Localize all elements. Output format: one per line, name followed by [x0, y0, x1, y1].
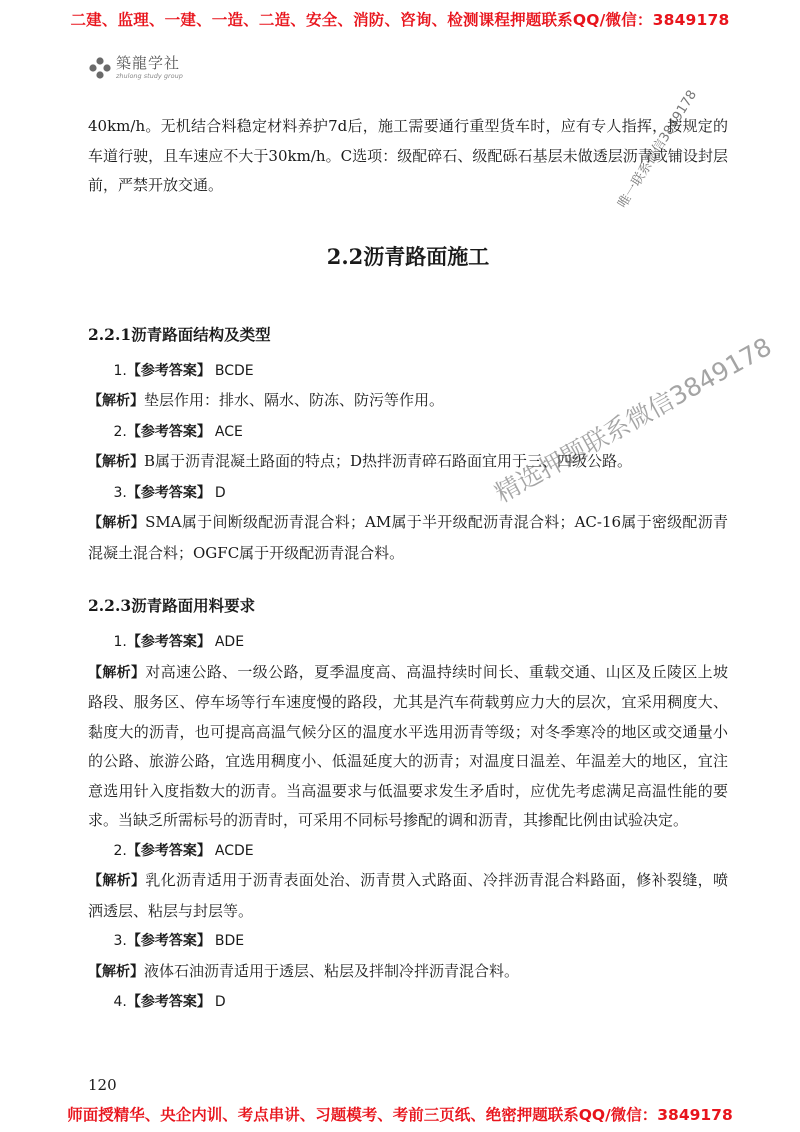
corner-watermark: 唯一联系微信3849178 [615, 87, 701, 211]
top-contact-banner: 二建、监理、一建、一造、二造、安全、消防、咨询、检测课程押题联系QQ/微信：3849178 [70, 11, 730, 29]
answer-line: 2.【参考答案】 ACE [113, 423, 243, 440]
page-content [88, 112, 728, 1018]
logo-name: 築龍学社 [116, 54, 181, 73]
logo-subtitle: zhulong study group [116, 72, 183, 81]
answer-line: 1.【参考答案】 ADE [113, 634, 245, 650]
explanation: 【解析】对高速公路、一级公路，夏季温度高、高温持续时间长、重载交通、山区及丘陵区上坡路段、服务区、停车场等行车速度慢的路段，尤其是汽车荷载剪应力大的层次，宜采用稠度大、黏度大的沥青，也可提高高温气候分区的温度水平选用沥青等级；对冬季寒冷的地区或交通量小的公路、旅游公路，宜选用稠度小、低温延度大的沥青；对温度日温差、年温差大的地区，宜注意选用针入度指数大的沥青。当高温要求与低温要求发生矛盾时，应优先考虑满足高温性能的要求。当缺乏所需标号的沥青时，可采用不同标号掺配的调和沥青，其掺配比例由试验决定。 [88, 662, 728, 829]
intro-paragraph: 40km/h。无机结合料稳定材料养护7d后，施工需要通行重型货车时，应有专人指挥，按规定的车道行驶，且车速应不大于30km/h。C选项：级配碎石、级配砾石基层未做透层沥青或铺设封层前，严禁开放交通。 [88, 117, 728, 194]
answer-line: 3.【参考答案】 D [113, 484, 226, 501]
diagonal-watermark: 精选押题联系微信3849178 [489, 331, 777, 509]
explanation: 【解析】垫层作用：排水、隔水、防冻、防污等作用。 [88, 391, 445, 409]
section-title: 2.2沥青路面施工 [326, 243, 490, 269]
answer-line: 4.【参考答案】 D [113, 994, 226, 1010]
answer-line: 2.【参考答案】 ACDE [113, 842, 254, 859]
subsection-title: 2.2.1沥青路面结构及类型 [88, 324, 271, 344]
answer-line: 3.【参考答案】 BDE [113, 933, 245, 949]
explanation: 【解析】B属于沥青混凝土路面的特点；D热拌沥青碎石路面宜用于三、四级公路。 [88, 452, 633, 470]
bottom-contact-banner: 师面授精华、央企内训、考点串讲、习题模考、考前三页纸、绝密押题联系QQ/微信：3849178 [67, 1106, 733, 1124]
explanation: 【解析】SMA属于间断级配沥青混合料；AM属于半开级配沥青混合料；AC-16属于密级配沥青混凝土混合料；OGFC属于开级配沥青混合料。 [88, 513, 729, 562]
answer-line: 1.【参考答案】 BCDE [113, 362, 254, 379]
subsection-title: 2.2.3沥青路面用料要求 [88, 596, 256, 615]
page-number: 120 [88, 1076, 117, 1094]
flower-logo-icon [88, 56, 112, 80]
explanation: 【解析】液体石油沥青适用于透层、粘层及拌制冷拌沥青混合料。 [88, 961, 520, 980]
publisher-logo [88, 56, 183, 80]
explanation: 【解析】乳化沥青适用于沥青表面处治、沥青贯入式路面、冷拌沥青混合料路面，修补裂缝，喷洒透层、粘层与封层等。 [88, 871, 728, 920]
